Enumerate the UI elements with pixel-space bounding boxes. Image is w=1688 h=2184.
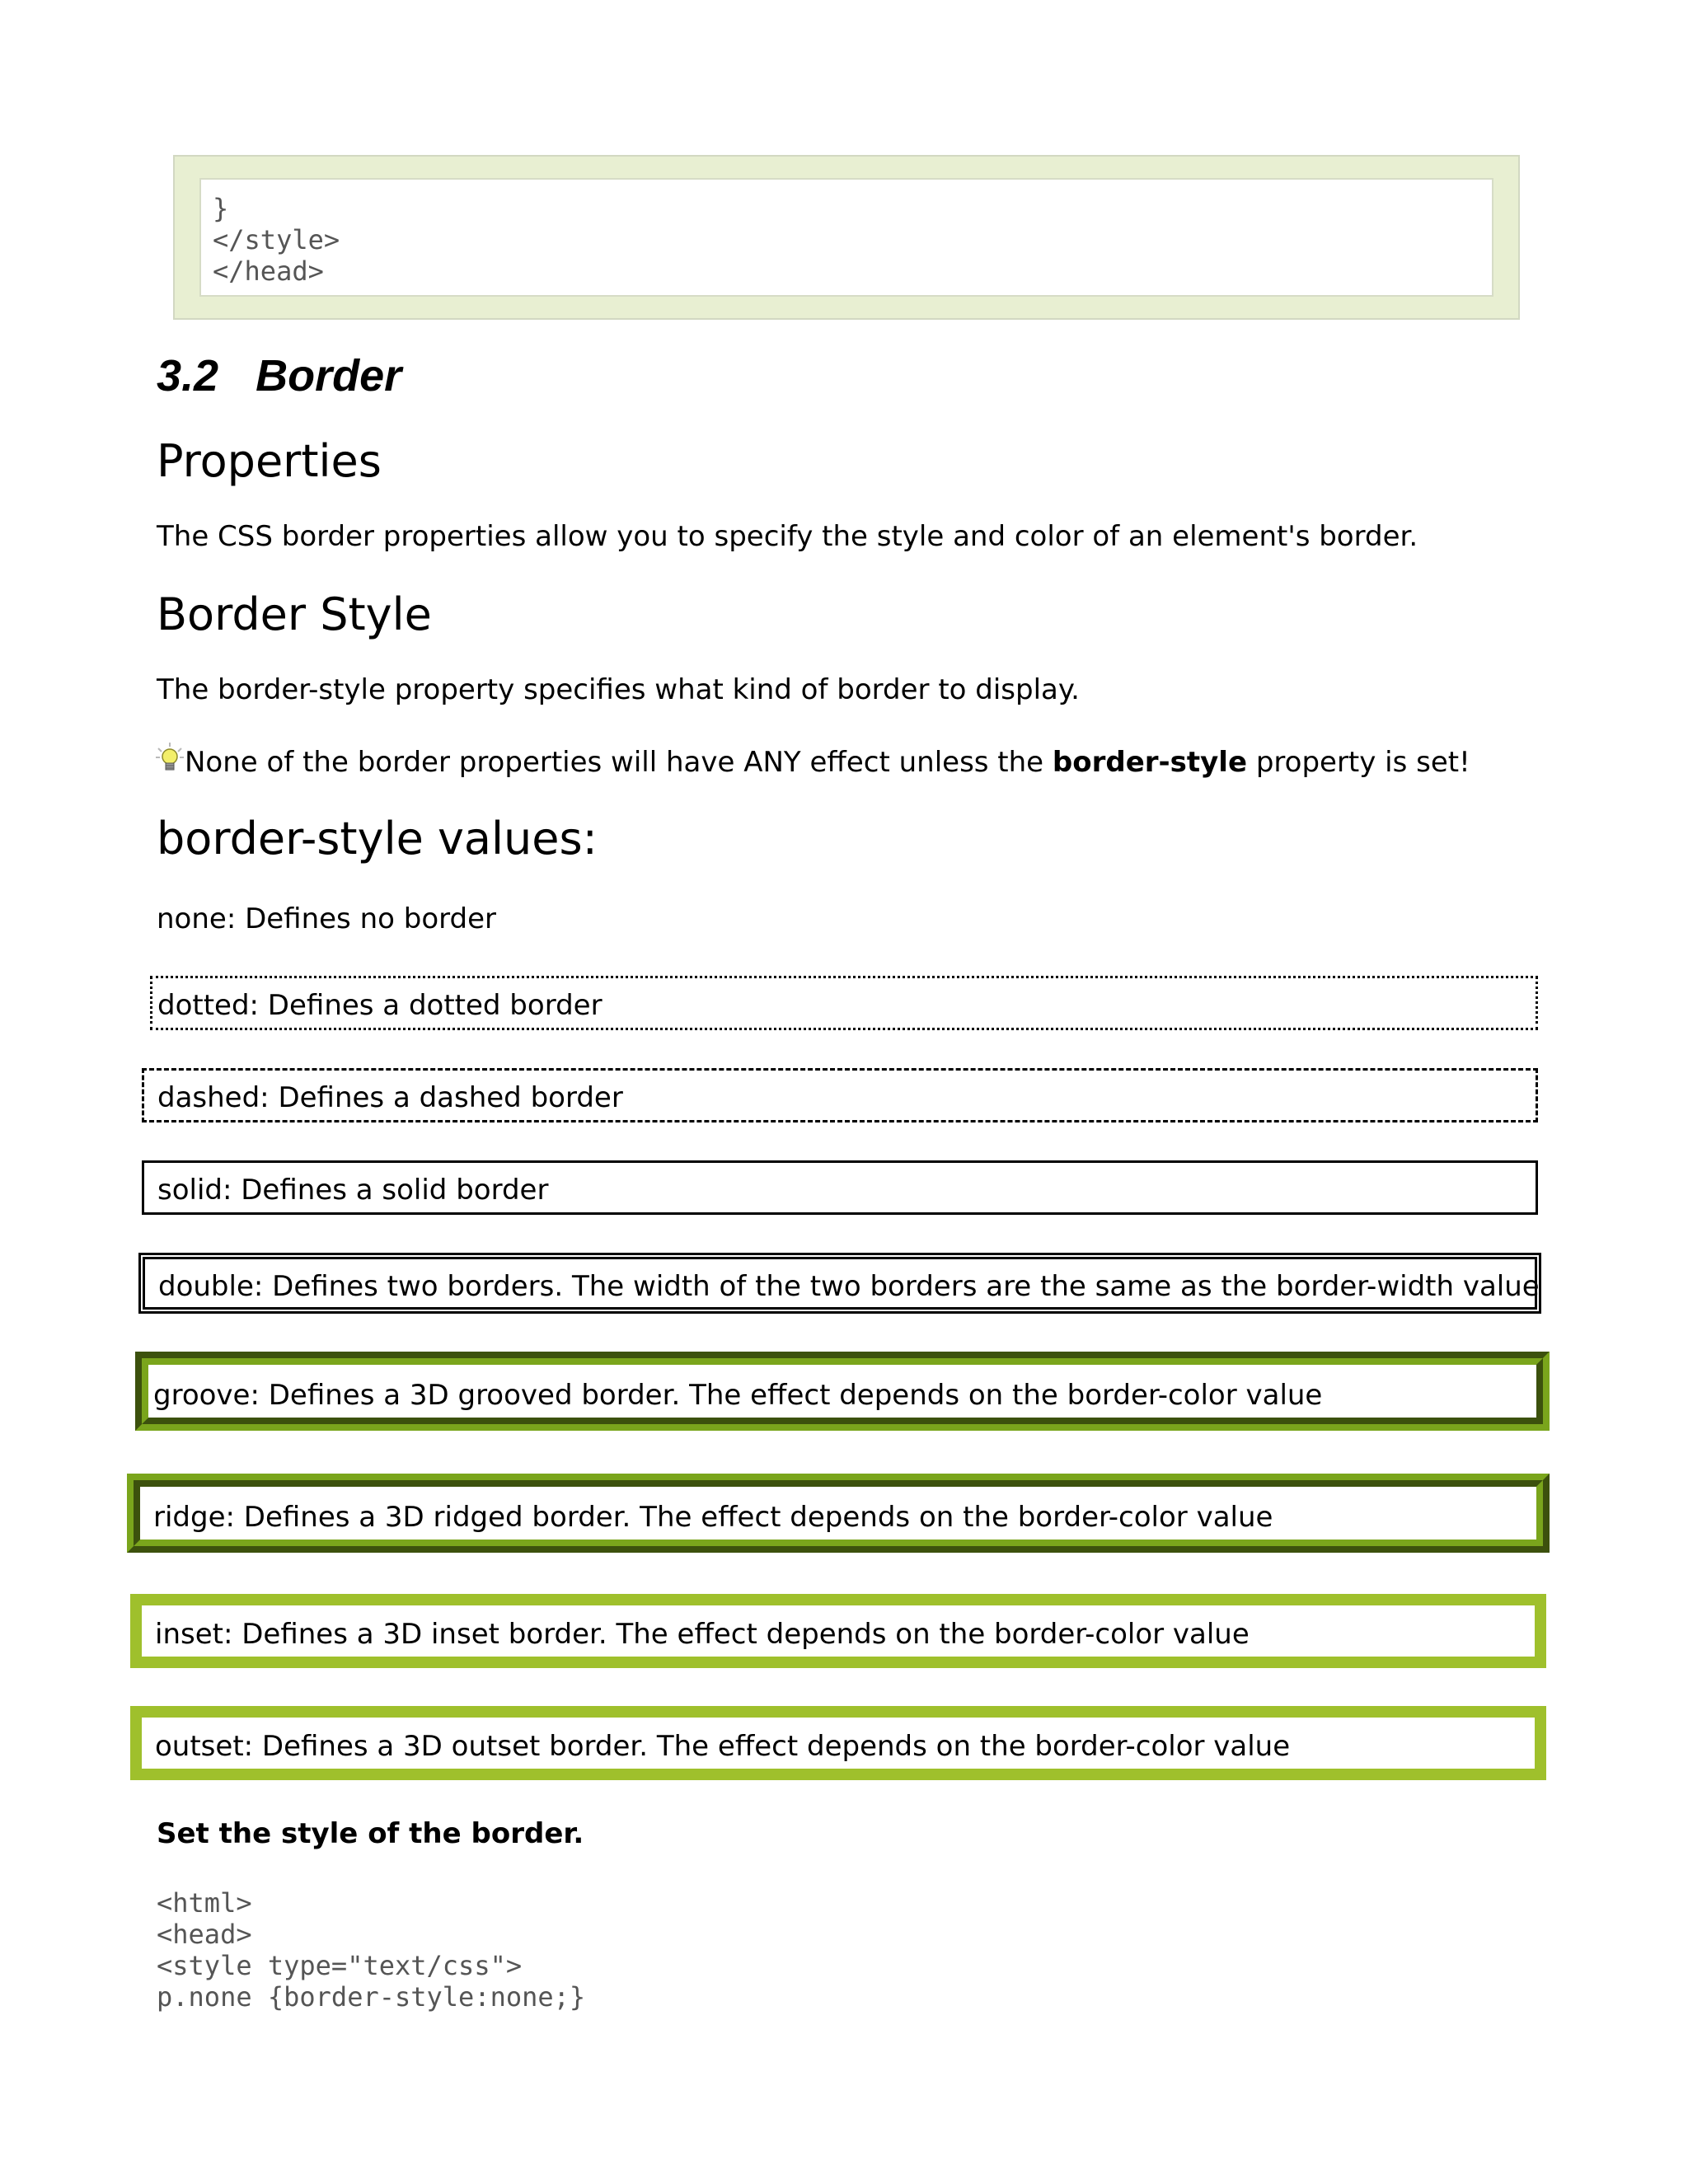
value-double-box: double: Defines two borders. The width of the two borders are the same as the border-width value — [138, 1253, 1541, 1314]
code-box — [173, 155, 1520, 320]
tip-text-before: None of the border properties will have ANY effect unless the — [185, 746, 1053, 779]
code-box-inner — [199, 178, 1493, 297]
value-dotted-box: dotted: Defines a dotted border — [150, 976, 1538, 1030]
tip-text-bold: border-style — [1052, 746, 1248, 779]
code-line: <style type="text/css"> — [157, 1950, 523, 1981]
section-title: Border — [256, 351, 402, 401]
code-line: <head> — [157, 1919, 252, 1950]
properties-text: The CSS border properties allow you to specify the style and color of an element's border. — [157, 520, 1418, 553]
lightbulb-icon — [155, 742, 185, 775]
value-solid-box: solid: Defines a solid border — [142, 1160, 1538, 1215]
tip-text-after: property is set! — [1247, 746, 1470, 779]
value-dashed-box: dashed: Defines a dashed border — [142, 1068, 1538, 1122]
code-line: </head> — [213, 255, 324, 287]
values-heading: border-style values: — [157, 813, 598, 865]
value-outset-box: outset: Defines a 3D outset border. The effect depends on the border-color value — [130, 1706, 1546, 1780]
value-inset-box: inset: Defines a 3D inset border. The effect depends on the border-color value — [130, 1594, 1546, 1668]
example-label: Set the style of the border. — [157, 1817, 584, 1850]
code-line: p.none {border-style:none;} — [157, 1981, 586, 2013]
code-line: } — [213, 193, 229, 224]
example-code — [157, 1887, 585, 2013]
section-heading — [157, 349, 401, 402]
value-groove-box: groove: Defines a 3D grooved border. The effect depends on the border-color value — [135, 1352, 1550, 1431]
border-style-heading: Border Style — [157, 588, 432, 640]
code-line: <html> — [157, 1887, 252, 1919]
properties-heading: Properties — [157, 435, 382, 487]
value-ridge-box: ridge: Defines a 3D ridged border. The effect depends on the border-color value — [127, 1474, 1550, 1553]
tip-note — [155, 742, 1470, 780]
section-number: 3.2 — [157, 351, 219, 401]
border-style-text: The border-style property specifies what kind of border to display. — [157, 673, 1080, 706]
value-none: none: Defines no border — [157, 902, 496, 935]
code-line: </style> — [213, 224, 340, 255]
